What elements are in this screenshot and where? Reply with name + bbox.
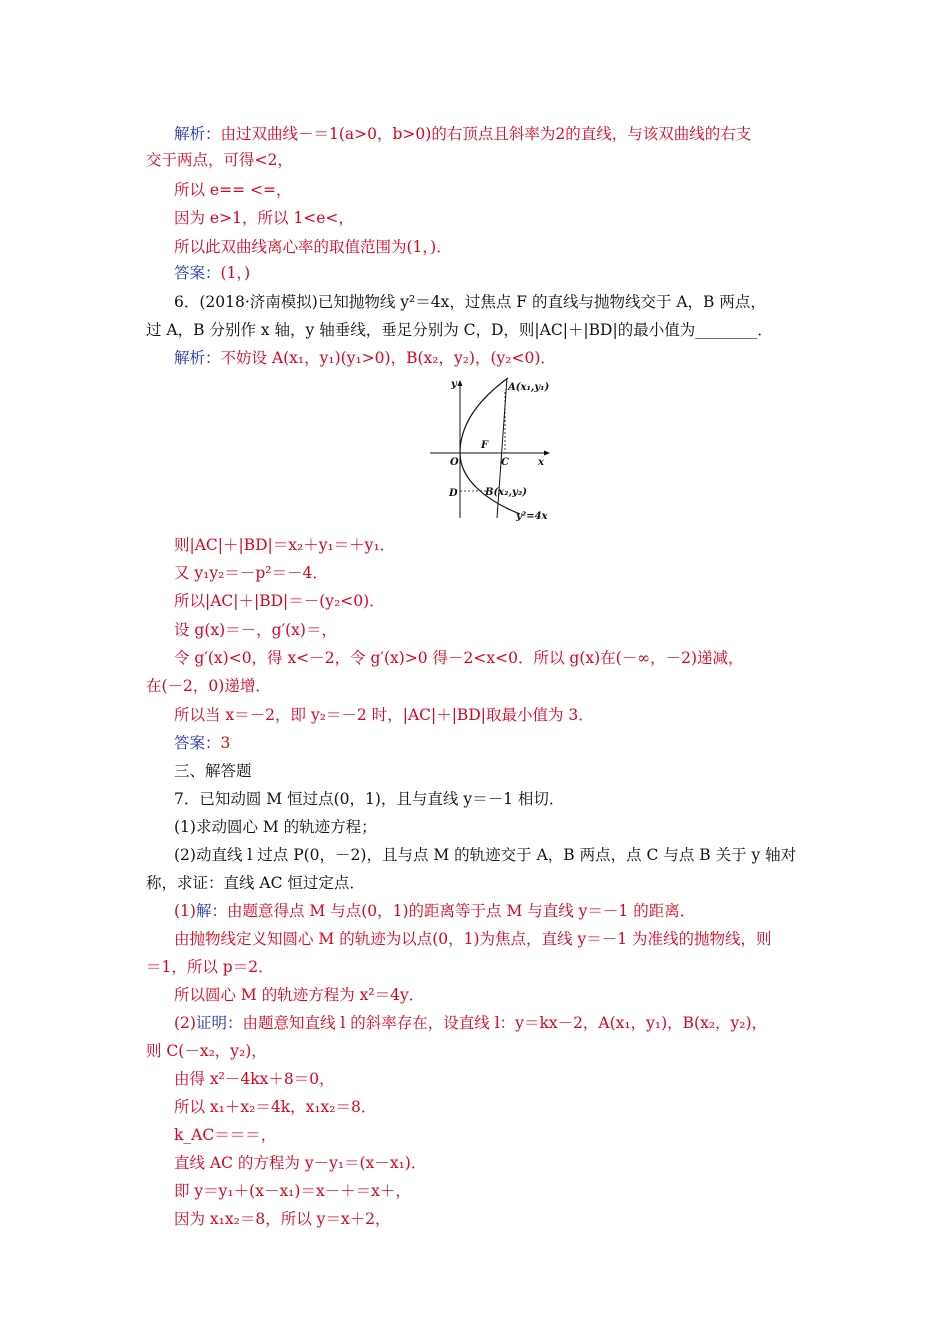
line-prefix: (1) [174,902,196,920]
line-text: 不妨设 A(x₁，y₁)(y₁>0)，B(x₂，y₂)，(y₂<0)． [220,349,556,367]
text-line [146,957,826,977]
text-line [174,648,854,668]
line-text: 设 g(x)＝－，g′(x)＝， [174,621,337,639]
x-axis-arrow [544,451,550,456]
text-line [146,873,826,893]
solution-label: 答案： [174,734,221,752]
line-text: 三、解答题 [174,762,252,780]
y-axis-arrow [458,380,463,386]
text-line [174,348,854,368]
text-line [174,563,854,583]
line-text: 3 [220,734,231,752]
line-text: 7．已知动圆 M 恒过点(0，1)，且与直线 y＝－1 相切． [174,790,565,808]
solution-label: 解析： [174,125,221,143]
line-text: 交于两点，可得<2， [146,151,293,169]
text-line [174,929,854,949]
line-text: 所以此双曲线离心率的取值范围为(1，)． [174,238,452,256]
text-line [174,1069,854,1089]
line-text: 因为 e>1，所以 1<e<， [174,209,354,227]
solution-label: 解析： [174,349,221,367]
text-line [174,1181,854,1201]
line-text: 由抛物线定义知圆心 M 的轨迹为以点(0，1)为焦点，直线 y＝－1 为准线的抛物线，则 [174,930,772,948]
text-line [174,1153,854,1173]
text-line [174,817,854,837]
line-text: 所以|AC|＋|BD|＝－(y₂<0)． [174,592,385,610]
label-f: F [481,440,489,451]
line-text: 所以当 x＝－2，即 y₂＝－2 时，|AC|＋|BD|取最小值为 3． [174,706,594,724]
line-text: 令 g′(x)<0，得 x<－2，令 g′(x)>0 得－2<x<0．所以 g(x)在(－∞，－2)递减， [174,649,744,667]
solution-label: 解： [195,902,227,920]
text-line [174,1125,854,1145]
parabola-diagram [420,372,560,522]
text-line [174,733,854,753]
text-line [174,1209,854,1229]
line-text: (2)动直线 l 过点 P(0，－2)，且与点 M 的轨迹交于 A，B 两点，点 C 与点 B 关于 y 轴对 [174,846,797,864]
text-line [174,901,854,921]
line-text: 所以圆心 M 的轨迹方程为 x²＝4y． [174,986,425,1004]
line-prefix: (2) [174,1014,196,1032]
line-text: 因为 x₁x₂＝8，所以 y＝x＋2， [174,1210,391,1228]
line-text: 则 C(－x₂，y₂)， [146,1042,267,1060]
line-text: 由题意得点 M 与点(0，1)的距离等于点 M 与直线 y＝－1 的距离． [226,902,696,920]
solution-label: 证明： [195,1014,243,1032]
line-text: 所以 x₁＋x₂＝4k，x₁x₂＝8． [174,1098,377,1116]
label-a: A(x₁,y₁) [508,382,550,393]
line-text: 则|AC|＋|BD|＝x₂＋y₁＝＋y₁． [174,536,396,554]
label-d: D [449,488,458,499]
line-text: 由得 x²－4kx＋8＝0， [174,1070,335,1088]
text-line [174,535,854,555]
line-text: 直线 AC 的方程为 y－y₁＝(x－x₁)． [174,1154,427,1172]
line-text: 又 y₁y₂＝－p²＝－4． [174,564,328,582]
line-text: 即 y＝y₁＋(x－x₁)＝x－＋＝x＋， [174,1182,411,1200]
text-line [146,1041,826,1061]
label-b: B(x₂,y₂) [485,487,527,498]
line-text: 由题意知直线 l 的斜率存在，设直线 l：y＝kx－2，A(x₁，y₁)，B(x₂，y₂)， [242,1014,768,1032]
line-text: 所以 e== <=， [174,181,292,199]
solution-label: 答案： [174,264,221,282]
text-line [146,676,826,696]
text-line [174,789,854,809]
text-line [174,761,854,781]
text-line [174,705,854,725]
text-line [146,320,826,340]
line-text: 称，求证：直线 AC 恒过定点． [146,874,365,892]
line-text: 在(－2，0)递增． [146,677,271,695]
label-equation: y²=4x [516,511,548,522]
text-line [174,180,854,200]
line-text: (1，) [220,264,251,282]
label-o: O [450,457,459,468]
text-line [174,845,854,865]
text-line [174,620,854,640]
line-text: ＝1，所以 p＝2． [146,958,274,976]
text-line [174,1013,854,1033]
text-line [174,263,854,283]
parabola-figure [420,372,560,522]
text-line [174,1097,854,1117]
line-text: 过 A，B 分别作 x 轴，y 轴垂线，垂足分别为 C，D，则|AC|＋|BD|的最小值为________． [146,321,773,339]
text-line [174,208,854,228]
line-text: 由过双曲线－＝1(a>0，b>0)的右顶点且斜率为2的直线，与该双曲线的右支 [220,125,752,143]
label-c: C [501,457,509,468]
text-line [174,237,854,257]
line-text: (1)求动圆心 M 的轨迹方程； [174,818,377,836]
text-line [146,150,826,170]
text-line [174,124,854,144]
label-x: x [538,457,544,468]
label-y: y [451,379,457,390]
text-line [174,591,854,611]
line-text: 6．(2018·济南模拟)已知抛物线 y²＝4x，过焦点 F 的直线与抛物线交于 A，B 两点， [174,293,766,311]
text-line [174,292,854,312]
text-line [174,985,854,1005]
line-text: k_AC＝＝＝， [174,1126,277,1144]
